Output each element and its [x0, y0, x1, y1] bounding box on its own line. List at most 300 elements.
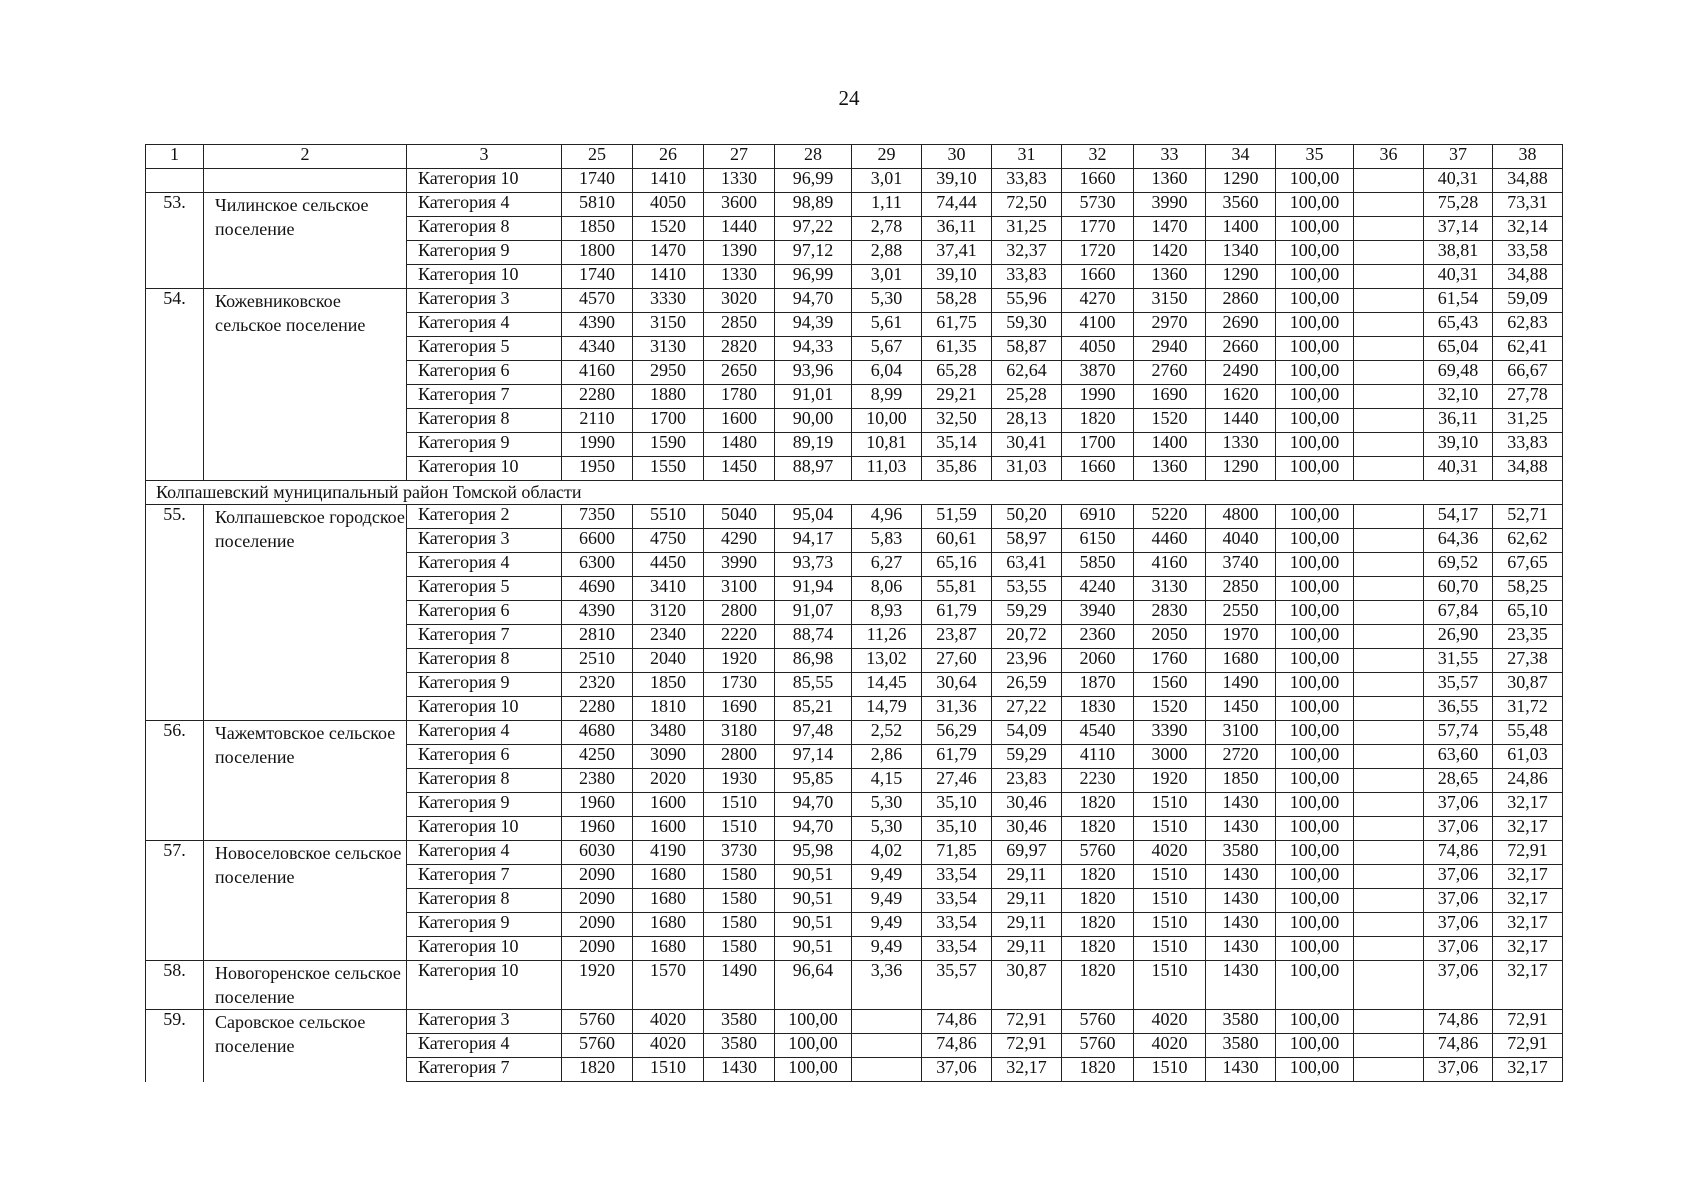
value-cell: 1450 — [704, 457, 775, 481]
value-cell: 1820 — [1062, 409, 1134, 433]
category-cell: Категория 8 — [407, 889, 562, 913]
value-cell: 100,00 — [1276, 241, 1354, 265]
value-cell: 65,43 — [1424, 313, 1493, 337]
header-cell: 1 — [146, 145, 204, 169]
value-cell: 58,28 — [922, 289, 992, 313]
value-cell: 65,10 — [1493, 601, 1563, 625]
value-cell: 33,83 — [992, 169, 1062, 193]
value-cell: 1660 — [1062, 265, 1134, 289]
value-cell: 61,79 — [922, 601, 992, 625]
value-cell: 1470 — [633, 241, 704, 265]
value-cell: 1820 — [562, 1058, 633, 1082]
settlement-name: Саровское сельское поселение — [204, 1010, 407, 1082]
value-cell: 31,36 — [922, 697, 992, 721]
value-cell: 100,00 — [1276, 673, 1354, 697]
value-cell: 64,36 — [1424, 529, 1493, 553]
table-row — [146, 289, 1563, 313]
value-cell: 4110 — [1062, 745, 1134, 769]
value-cell: 23,96 — [992, 649, 1062, 673]
value-cell: 1820 — [1062, 865, 1134, 889]
value-cell: 2720 — [1206, 745, 1276, 769]
value-cell: 3600 — [704, 193, 775, 217]
value-cell: 6030 — [562, 841, 633, 865]
value-cell: 30,41 — [992, 433, 1062, 457]
value-cell: 1680 — [633, 889, 704, 913]
value-cell: 2550 — [1206, 601, 1276, 625]
value-cell: 97,22 — [775, 217, 852, 241]
value-cell: 57,74 — [1424, 721, 1493, 745]
value-cell: 1850 — [562, 217, 633, 241]
value-cell: 32,10 — [1424, 385, 1493, 409]
value-cell: 1,11 — [852, 193, 922, 217]
value-cell: 30,87 — [992, 961, 1062, 1010]
value-cell: 4020 — [1134, 1010, 1206, 1034]
value-cell: 90,51 — [775, 889, 852, 913]
value-cell: 1760 — [1134, 649, 1206, 673]
category-cell: Категория 6 — [407, 745, 562, 769]
value-cell: 72,91 — [1493, 1034, 1563, 1058]
value-cell: 97,14 — [775, 745, 852, 769]
value-cell: 94,70 — [775, 817, 852, 841]
value-cell: 24,86 — [1493, 769, 1563, 793]
value-cell: 2280 — [562, 385, 633, 409]
settlement-name: Кожевниковское сельское поселение — [204, 289, 407, 481]
value-cell: 52,71 — [1493, 505, 1563, 529]
category-cell: Категория 7 — [407, 625, 562, 649]
value-cell: 2950 — [633, 361, 704, 385]
value-cell — [1354, 769, 1424, 793]
value-cell: 1820 — [1062, 913, 1134, 937]
value-cell: 96,64 — [775, 961, 852, 1010]
value-cell: 30,46 — [992, 793, 1062, 817]
value-cell: 5,30 — [852, 289, 922, 313]
category-cell: Категория 10 — [407, 697, 562, 721]
value-cell: 10,81 — [852, 433, 922, 457]
value-cell: 1680 — [633, 937, 704, 961]
value-cell: 2660 — [1206, 337, 1276, 361]
value-cell: 35,57 — [1424, 673, 1493, 697]
value-cell: 32,17 — [1493, 889, 1563, 913]
value-cell: 5510 — [633, 505, 704, 529]
value-cell: 27,46 — [922, 769, 992, 793]
value-cell: 1950 — [562, 457, 633, 481]
value-cell — [1354, 241, 1424, 265]
value-cell: 72,91 — [992, 1034, 1062, 1058]
value-cell: 1290 — [1206, 457, 1276, 481]
value-cell: 1820 — [1062, 1058, 1134, 1082]
row-number: 58. — [146, 961, 204, 1010]
value-cell: 4270 — [1062, 289, 1134, 313]
value-cell — [1354, 913, 1424, 937]
value-cell: 37,06 — [1424, 793, 1493, 817]
settlement-name: Чилинское сельское поселение — [204, 193, 407, 289]
value-cell: 100,00 — [1276, 505, 1354, 529]
value-cell: 34,88 — [1493, 265, 1563, 289]
value-cell — [852, 1010, 922, 1034]
value-cell: 1450 — [1206, 697, 1276, 721]
value-cell: 1330 — [704, 265, 775, 289]
value-cell: 63,41 — [992, 553, 1062, 577]
value-cell: 32,17 — [1493, 817, 1563, 841]
value-cell — [1354, 217, 1424, 241]
value-cell: 37,41 — [922, 241, 992, 265]
value-cell: 4160 — [562, 361, 633, 385]
value-cell: 6,04 — [852, 361, 922, 385]
value-cell: 1880 — [633, 385, 704, 409]
value-cell: 62,64 — [992, 361, 1062, 385]
value-cell: 2940 — [1134, 337, 1206, 361]
value-cell: 71,85 — [922, 841, 992, 865]
value-cell: 1510 — [1134, 817, 1206, 841]
value-cell: 1740 — [562, 265, 633, 289]
value-cell: 2110 — [562, 409, 633, 433]
value-cell — [1354, 289, 1424, 313]
value-cell: 55,48 — [1493, 721, 1563, 745]
header-cell: 3 — [407, 145, 562, 169]
value-cell: 100,00 — [1276, 865, 1354, 889]
value-cell: 1360 — [1134, 457, 1206, 481]
value-cell: 100,00 — [1276, 193, 1354, 217]
value-cell: 1400 — [1206, 217, 1276, 241]
value-cell: 1680 — [633, 913, 704, 937]
value-cell — [1354, 385, 1424, 409]
value-cell: 1960 — [562, 817, 633, 841]
value-cell: 31,72 — [1493, 697, 1563, 721]
header-cell: 33 — [1134, 145, 1206, 169]
value-cell: 7350 — [562, 505, 633, 529]
value-cell: 36,55 — [1424, 697, 1493, 721]
value-cell: 26,90 — [1424, 625, 1493, 649]
row-number: 53. — [146, 193, 204, 289]
value-cell: 1820 — [1062, 793, 1134, 817]
value-cell: 33,54 — [922, 913, 992, 937]
header-cell: 2 — [204, 145, 407, 169]
value-cell: 1600 — [633, 793, 704, 817]
value-cell: 3940 — [1062, 601, 1134, 625]
category-cell: Категория 9 — [407, 913, 562, 937]
header-cell: 34 — [1206, 145, 1276, 169]
table-row — [146, 505, 1563, 529]
value-cell: 88,97 — [775, 457, 852, 481]
value-cell: 40,31 — [1424, 169, 1493, 193]
value-cell: 2020 — [633, 769, 704, 793]
value-cell: 100,00 — [1276, 457, 1354, 481]
value-cell — [1354, 601, 1424, 625]
value-cell: 90,51 — [775, 913, 852, 937]
value-cell: 2,78 — [852, 217, 922, 241]
value-cell: 9,49 — [852, 937, 922, 961]
value-cell: 6300 — [562, 553, 633, 577]
value-cell: 39,10 — [1424, 433, 1493, 457]
value-cell: 32,50 — [922, 409, 992, 433]
value-cell: 35,86 — [922, 457, 992, 481]
table-row — [146, 961, 1563, 1010]
value-cell: 66,67 — [1493, 361, 1563, 385]
value-cell: 3130 — [633, 337, 704, 361]
value-cell: 100,00 — [1276, 889, 1354, 913]
value-cell: 1600 — [704, 409, 775, 433]
value-cell: 94,70 — [775, 289, 852, 313]
value-cell: 4750 — [633, 529, 704, 553]
value-cell: 3580 — [704, 1034, 775, 1058]
value-cell: 1560 — [1134, 673, 1206, 697]
value-cell: 14,79 — [852, 697, 922, 721]
value-cell: 1330 — [704, 169, 775, 193]
value-cell: 72,91 — [992, 1010, 1062, 1034]
value-cell: 100,00 — [1276, 313, 1354, 337]
value-cell: 59,29 — [992, 601, 1062, 625]
value-cell: 5850 — [1062, 553, 1134, 577]
table-row — [146, 841, 1563, 865]
category-cell: Категория 4 — [407, 841, 562, 865]
value-cell: 1870 — [1062, 673, 1134, 697]
value-cell: 97,12 — [775, 241, 852, 265]
value-cell: 97,48 — [775, 721, 852, 745]
value-cell: 1490 — [1206, 673, 1276, 697]
value-cell: 1850 — [633, 673, 704, 697]
value-cell — [1354, 649, 1424, 673]
value-cell: 34,88 — [1493, 457, 1563, 481]
value-cell: 38,81 — [1424, 241, 1493, 265]
value-cell: 1690 — [704, 697, 775, 721]
value-cell: 23,87 — [922, 625, 992, 649]
category-cell: Категория 8 — [407, 217, 562, 241]
value-cell: 72,91 — [1493, 1010, 1563, 1034]
value-cell: 31,03 — [992, 457, 1062, 481]
value-cell: 26,59 — [992, 673, 1062, 697]
value-cell — [1354, 337, 1424, 361]
header-cell: 35 — [1276, 145, 1354, 169]
value-cell: 1490 — [704, 961, 775, 1010]
value-cell: 3410 — [633, 577, 704, 601]
value-cell: 3870 — [1062, 361, 1134, 385]
value-cell: 32,17 — [1493, 865, 1563, 889]
value-cell: 61,35 — [922, 337, 992, 361]
value-cell: 14,45 — [852, 673, 922, 697]
value-cell: 1590 — [633, 433, 704, 457]
value-cell: 2,52 — [852, 721, 922, 745]
value-cell: 100,00 — [1276, 769, 1354, 793]
value-cell: 4020 — [633, 1034, 704, 1058]
value-cell — [1354, 529, 1424, 553]
category-cell: Категория 3 — [407, 289, 562, 313]
value-cell — [1354, 625, 1424, 649]
value-cell: 1690 — [1134, 385, 1206, 409]
value-cell: 94,39 — [775, 313, 852, 337]
settlement-name — [204, 169, 407, 193]
value-cell: 96,99 — [775, 265, 852, 289]
value-cell: 2510 — [562, 649, 633, 673]
value-cell: 2,88 — [852, 241, 922, 265]
value-cell: 32,17 — [992, 1058, 1062, 1082]
value-cell: 3390 — [1134, 721, 1206, 745]
value-cell: 37,06 — [1424, 889, 1493, 913]
value-cell: 4,96 — [852, 505, 922, 529]
value-cell: 90,51 — [775, 937, 852, 961]
value-cell: 40,31 — [1424, 265, 1493, 289]
value-cell: 37,14 — [1424, 217, 1493, 241]
value-cell: 62,83 — [1493, 313, 1563, 337]
table-header-row — [146, 145, 1563, 169]
district-row — [146, 481, 1563, 505]
value-cell: 55,96 — [992, 289, 1062, 313]
row-number: 59. — [146, 1010, 204, 1082]
value-cell: 29,11 — [992, 937, 1062, 961]
value-cell: 69,52 — [1424, 553, 1493, 577]
value-cell: 29,11 — [992, 913, 1062, 937]
value-cell: 4290 — [704, 529, 775, 553]
value-cell — [1354, 1034, 1424, 1058]
value-cell: 37,06 — [1424, 937, 1493, 961]
value-cell: 5,61 — [852, 313, 922, 337]
value-cell: 73,31 — [1493, 193, 1563, 217]
value-cell — [1354, 505, 1424, 529]
value-cell: 1820 — [1062, 961, 1134, 1010]
value-cell: 91,94 — [775, 577, 852, 601]
value-cell: 1700 — [1062, 433, 1134, 457]
value-cell: 1930 — [704, 769, 775, 793]
value-cell: 4340 — [562, 337, 633, 361]
value-cell: 100,00 — [1276, 1058, 1354, 1082]
value-cell: 3100 — [1206, 721, 1276, 745]
value-cell: 1440 — [1206, 409, 1276, 433]
value-cell: 1510 — [1134, 1058, 1206, 1082]
value-cell — [1354, 361, 1424, 385]
value-cell — [1354, 721, 1424, 745]
value-cell: 32,14 — [1493, 217, 1563, 241]
header-cell: 37 — [1424, 145, 1493, 169]
value-cell: 2380 — [562, 769, 633, 793]
value-cell: 1510 — [1134, 937, 1206, 961]
category-cell: Категория 5 — [407, 337, 562, 361]
value-cell: 1340 — [1206, 241, 1276, 265]
value-cell: 88,74 — [775, 625, 852, 649]
value-cell: 2800 — [704, 601, 775, 625]
value-cell — [1354, 937, 1424, 961]
table-row — [146, 1010, 1563, 1034]
value-cell: 1600 — [633, 817, 704, 841]
value-cell: 94,33 — [775, 337, 852, 361]
value-cell — [1354, 409, 1424, 433]
value-cell: 33,83 — [1493, 433, 1563, 457]
value-cell: 91,01 — [775, 385, 852, 409]
value-cell: 1440 — [704, 217, 775, 241]
value-cell: 4050 — [633, 193, 704, 217]
value-cell: 96,99 — [775, 169, 852, 193]
value-cell: 5220 — [1134, 505, 1206, 529]
value-cell: 95,04 — [775, 505, 852, 529]
value-cell: 2360 — [1062, 625, 1134, 649]
value-cell: 74,86 — [922, 1010, 992, 1034]
value-cell: 40,31 — [1424, 457, 1493, 481]
value-cell: 9,49 — [852, 865, 922, 889]
value-cell: 37,06 — [1424, 817, 1493, 841]
value-cell: 3730 — [704, 841, 775, 865]
value-cell: 100,00 — [1276, 529, 1354, 553]
header-cell: 36 — [1354, 145, 1424, 169]
value-cell: 10,00 — [852, 409, 922, 433]
category-cell: Категория 8 — [407, 649, 562, 673]
value-cell — [1354, 865, 1424, 889]
value-cell: 2090 — [562, 889, 633, 913]
value-cell: 2850 — [704, 313, 775, 337]
value-cell: 100,00 — [1276, 1034, 1354, 1058]
value-cell: 54,09 — [992, 721, 1062, 745]
value-cell: 100,00 — [1276, 649, 1354, 673]
value-cell: 1290 — [1206, 265, 1276, 289]
value-cell: 5,83 — [852, 529, 922, 553]
value-cell: 100,00 — [1276, 601, 1354, 625]
value-cell: 1390 — [704, 241, 775, 265]
category-cell: Категория 2 — [407, 505, 562, 529]
value-cell: 23,83 — [992, 769, 1062, 793]
header-cell: 32 — [1062, 145, 1134, 169]
value-cell: 20,72 — [992, 625, 1062, 649]
value-cell: 4690 — [562, 577, 633, 601]
value-cell: 37,06 — [1424, 1058, 1493, 1082]
row-number: 57. — [146, 841, 204, 961]
value-cell: 2820 — [704, 337, 775, 361]
category-cell: Категория 4 — [407, 193, 562, 217]
value-cell: 3560 — [1206, 193, 1276, 217]
value-cell: 1920 — [704, 649, 775, 673]
value-cell: 37,06 — [922, 1058, 992, 1082]
value-cell: 1580 — [704, 865, 775, 889]
value-cell: 1430 — [1206, 865, 1276, 889]
value-cell: 100,00 — [1276, 217, 1354, 241]
value-cell: 2860 — [1206, 289, 1276, 313]
value-cell: 74,86 — [1424, 1034, 1493, 1058]
value-cell: 1290 — [1206, 169, 1276, 193]
value-cell: 4190 — [633, 841, 704, 865]
value-cell: 2220 — [704, 625, 775, 649]
category-cell: Категория 10 — [407, 817, 562, 841]
value-cell: 100,00 — [1276, 913, 1354, 937]
value-cell: 1770 — [1062, 217, 1134, 241]
value-cell: 13,02 — [852, 649, 922, 673]
value-cell: 1820 — [1062, 889, 1134, 913]
value-cell: 58,97 — [992, 529, 1062, 553]
value-cell: 2830 — [1134, 601, 1206, 625]
category-cell: Категория 10 — [407, 265, 562, 289]
value-cell: 90,00 — [775, 409, 852, 433]
value-cell: 2280 — [562, 697, 633, 721]
value-cell: 85,21 — [775, 697, 852, 721]
value-cell: 9,49 — [852, 913, 922, 937]
category-cell: Категория 4 — [407, 553, 562, 577]
value-cell: 3150 — [1134, 289, 1206, 313]
page-number: 24 — [838, 86, 860, 110]
value-cell: 65,16 — [922, 553, 992, 577]
category-cell: Категория 9 — [407, 673, 562, 697]
value-cell: 1920 — [1134, 769, 1206, 793]
value-cell: 100,00 — [1276, 937, 1354, 961]
value-cell: 1410 — [633, 169, 704, 193]
value-cell: 28,65 — [1424, 769, 1493, 793]
value-cell: 5760 — [562, 1010, 633, 1034]
value-cell — [1354, 697, 1424, 721]
value-cell: 1400 — [1134, 433, 1206, 457]
value-cell: 2800 — [704, 745, 775, 769]
value-cell: 1510 — [1134, 865, 1206, 889]
value-cell: 63,60 — [1424, 745, 1493, 769]
value-cell: 30,87 — [1493, 673, 1563, 697]
category-cell: Категория 8 — [407, 409, 562, 433]
value-cell: 55,81 — [922, 577, 992, 601]
value-cell: 94,17 — [775, 529, 852, 553]
value-cell: 39,10 — [922, 169, 992, 193]
value-cell: 4,02 — [852, 841, 922, 865]
